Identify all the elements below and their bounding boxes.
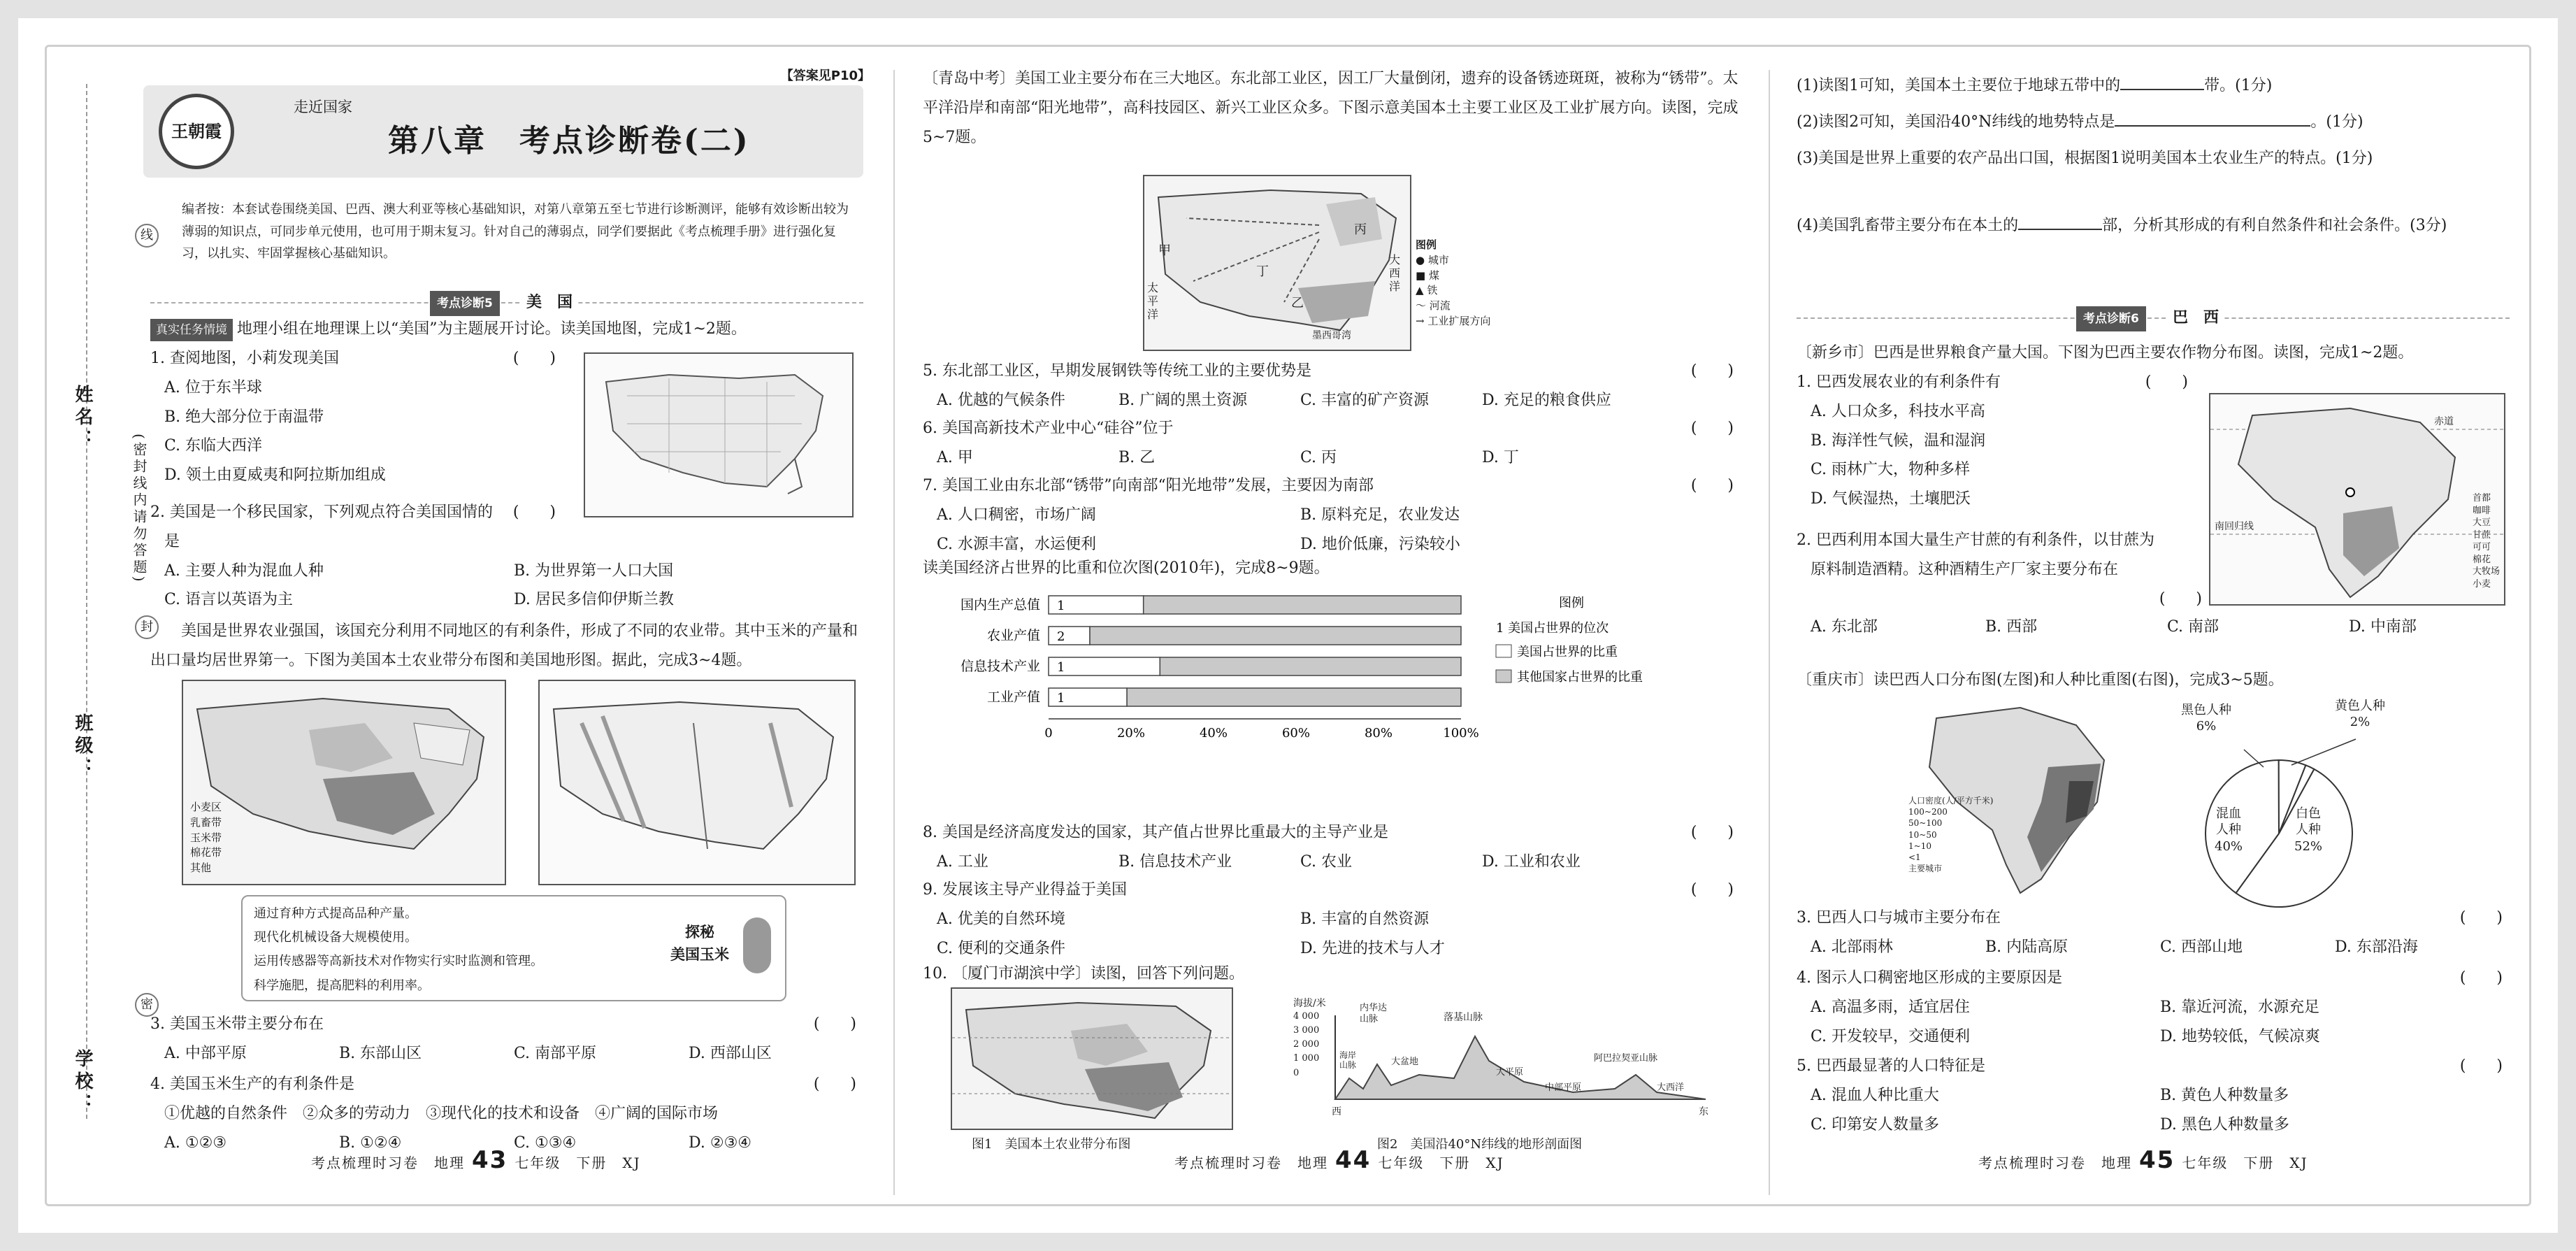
option: C. 丰富的矿产资源: [1300, 391, 1430, 409]
option: B. 西部: [1985, 617, 2038, 636]
question-stem: 3. 美国玉米带主要分布在: [150, 1015, 324, 1033]
option: B. 东部山区: [339, 1044, 422, 1062]
option: B. 信息技术产业: [1118, 852, 1232, 871]
answer-blank[interactable]: [2115, 125, 2310, 127]
question-10: 10. 〔厦门市湖滨中学〕读图，回答下列问题。: [923, 965, 1244, 982]
profile-yticks: 4 000 3 000 2 000 1 000 0: [1293, 1011, 1320, 1078]
answer-paren: ( ): [1690, 362, 1734, 380]
answer-paren: ( ): [2145, 373, 2188, 391]
option: B. 为世界第一人口大国: [514, 562, 674, 580]
question-stem: 5. 东北部工业区，早期发展钢铁等传统工业的主要优势是: [923, 362, 1311, 380]
option: D. 地价低廉，污染较小: [1300, 535, 1460, 553]
chart-bar-other: [1160, 657, 1461, 675]
option: D. 工业和农业: [1482, 852, 1581, 871]
section-tag: 考点诊断6: [2076, 306, 2146, 331]
option: C. 印第安人数量多: [1811, 1115, 1940, 1134]
option: D. 领土由夏威夷和阿拉斯加组成: [164, 466, 386, 485]
pie-leader-line: [2291, 739, 2356, 765]
school-label: 学校：: [72, 1049, 93, 1116]
option: B. ①②④: [339, 1134, 402, 1152]
option: A. 东北部: [1811, 617, 1878, 636]
brand-logo: 王朝霞: [159, 94, 234, 169]
name-label: 姓名：: [72, 385, 93, 452]
question-stem: 4. 美国玉米生产的有利条件是: [150, 1075, 354, 1093]
chart-rank-label: 1: [1057, 599, 1065, 613]
option: C. 农业: [1300, 852, 1353, 871]
chart-rank-label: 2: [1057, 629, 1065, 644]
answer-paren: ( ): [1690, 824, 1734, 841]
chart-legend-swatch: [1496, 670, 1511, 682]
seal-char: 密: [135, 993, 159, 1017]
option: C. ①③④: [514, 1134, 577, 1152]
chapter-banner: [143, 85, 863, 178]
answer-paren: ( ): [2459, 909, 2503, 927]
question-stem: 9. 发展该主导产业得益于美国: [923, 881, 1127, 899]
answer-paren: ( ): [2159, 589, 2202, 608]
industry-map-legend: 图例 ● 城市 ■ 煤 ▲ 铁 ～ 河流 → 工业扩展方向: [1416, 238, 1491, 327]
corn-icon: [743, 917, 771, 973]
question-3: [150, 1010, 863, 1068]
chart-bar-other: [1127, 688, 1461, 706]
option: C. 开发较早，交通便利: [1811, 1027, 1971, 1045]
chart-legend-item: 1 美国占世界的位次: [1496, 621, 1609, 636]
option: B. 靠近河流，水源充足: [2160, 998, 2320, 1016]
option: B. 黄色人种数量多: [2160, 1086, 2289, 1104]
us-agriculture-map-fig1: [951, 987, 1233, 1130]
option: B. 海洋性气候，温和湿润: [1811, 431, 1986, 450]
chart-legend-title: 图例: [1559, 596, 1584, 610]
question-stem: 2. 巴西利用本国大量生产甘蔗的有利条件，以甘蔗为: [1797, 531, 2154, 549]
option: C. 水源丰富，水运便利: [937, 535, 1097, 553]
option: D. 地势较低，气候凉爽: [2160, 1027, 2320, 1045]
terrain-profile: 海拔/米 4 000 3 000 2 000 1 000 0 内华达山脉 落基山脉 海岸山脉 大盆地 大平原 中部平原 阿巴拉契亚山脉 大西洋 西 东: [1293, 998, 1708, 1117]
option: C. 便利的交通条件: [937, 939, 1066, 957]
chart-category-label: 信息技术产业: [960, 659, 1040, 674]
tip-badge: 探秘 美国玉米: [670, 923, 729, 963]
question-4: [1797, 964, 2510, 1051]
pie-label-white: 白色 人种 52%: [2294, 806, 2323, 854]
task-tag: 真实任务情境: [150, 319, 233, 341]
option: A. 工业: [937, 852, 988, 871]
option: D. 中南部: [2349, 617, 2417, 636]
passage: 〔新乡市〕巴西是世界粮食产量大国。下图为巴西主要农作物分布图。读图，完成1~2题。: [1797, 344, 2414, 362]
chart-rank-label: 1: [1057, 660, 1065, 675]
task-context: [150, 315, 863, 344]
option: D. 丁: [1482, 448, 1519, 466]
chart-tick-label: 0: [1044, 726, 1053, 741]
question-stem: 6. 美国高新技术产业中心“硅谷”位于: [923, 420, 1174, 437]
question-stem-cont: 原料制造酒精。这种酒精生产厂家主要分布在: [1811, 560, 2119, 578]
answer-paren: ( ): [1690, 881, 1734, 899]
answer-paren: ( ): [2459, 1057, 2503, 1075]
page-title: 第八章 考点诊断卷(二): [388, 123, 750, 159]
option: B. 乙: [1118, 448, 1156, 466]
page-number: 43: [472, 1146, 508, 1175]
chart-bar-other: [1090, 627, 1461, 645]
chart-legend-item: 美国占世界的比重: [1517, 645, 1618, 659]
question-2: [150, 498, 863, 615]
column-divider: [1769, 70, 1770, 1195]
chart-bar-other: [1144, 596, 1461, 614]
page-footer: 考点梳理时习卷 地理 45 七年级 下册 XJ: [1978, 1146, 2308, 1175]
chart-bar-us: [1049, 627, 1090, 645]
answer-paren: ( ): [2459, 969, 2503, 987]
editor-note: 编者按：本套试卷围绕美国、巴西、澳大利亚等核心基础知识，对第八章第五至七节进行诊断测评，能够有效诊断出较为薄弱的知识点，可同步单元使用，也可用于期末复习。针对自己的薄弱点，同学们要据此《考点梳理手册》进行强化复习，以扎实、牢固掌握核心基础知识。: [182, 202, 849, 261]
brazil-population-map: [1908, 697, 2118, 900]
option: A. 中部平原: [164, 1044, 247, 1062]
option: A. 优越的气候条件: [937, 391, 1065, 409]
option: A. 甲: [937, 448, 973, 466]
option: C. 南部平原: [514, 1044, 597, 1062]
option: D. 居民多信仰伊斯兰教: [514, 591, 674, 609]
passage: 美国是世界农业强国，该国充分利用不同地区的有利条件，形成了不同的农业带。其中玉米的产量和出口量均居世界第一。下图为美国本土农业带分布图和美国地形图。据此，完成3~4题。: [150, 622, 858, 669]
page-number: 45: [2139, 1146, 2175, 1175]
us-agriculture-map: [182, 680, 506, 885]
chart-rank-label: 1: [1057, 691, 1065, 706]
page-number: 44: [1335, 1146, 1372, 1175]
brazil-crop-map: 赤道 南回归线 首都 咖啡 大豆 甘蔗 可可 棉花 大牧场 小麦: [2209, 393, 2505, 606]
question-stem: 5. 巴西最显著的人口特征是: [1797, 1057, 1985, 1075]
question-stem: 8. 美国是经济高度发达的国家，其产值占世界比重最大的主导产业是: [923, 824, 1388, 841]
figure-caption: 图2 美国沿40°N纬线的地形剖面图: [1377, 1137, 1583, 1152]
corn-tip-box: 通过育种方式提高品种产量。 现代化机械设备大规模使用。 运用传感器等高新技术对作物实行实时监测和管理。 科学施肥，提高肥料的利用率。 探秘 美国玉米: [241, 895, 786, 1001]
section-tag: 考点诊断5: [430, 291, 500, 316]
question-9: [923, 875, 1734, 963]
pie-label-yellow: 黄色人种 2%: [2335, 699, 2385, 730]
pie-label-black: 黑色人种 6%: [2181, 703, 2231, 734]
question-stem: 3. 巴西人口与城市主要分布在: [1797, 909, 2001, 927]
binding-margin: [42, 84, 153, 1119]
page-43: [143, 64, 870, 1183]
page-footer: 考点梳理时习卷 地理 43 七年级 下册 XJ: [311, 1146, 641, 1175]
seal-char: 封: [135, 615, 159, 639]
population-legend: 人口密度(人/平方千米) 100~200 50~100 10~50 1~10 <1 主要城市: [1908, 796, 1994, 874]
option: C. 丙: [1300, 448, 1337, 466]
question-7: [923, 471, 1734, 559]
option: A. 优美的自然环境: [937, 910, 1065, 928]
class-label: 班级：: [72, 713, 93, 780]
seal-note: (密封线内请勿答题): [131, 434, 147, 585]
question-stem: 2. 美国是一个移民国家，下列观点符合美国国情的: [150, 503, 493, 521]
question-10-3: (3)美国是世界上重要的农产品出口国，根据图1说明美国本土农业生产的特点。(1分): [1797, 150, 2373, 167]
race-pie-chart: [2139, 701, 2447, 910]
question-1: [150, 344, 556, 490]
question-stem-cont: 是: [164, 532, 180, 550]
option: D. 气候湿热，土壤肥沃: [1811, 490, 1971, 508]
economy-chart-svg: [923, 582, 1741, 813]
option: B. 原料充足，农业发达: [1300, 506, 1460, 524]
page-44: [923, 64, 1748, 1183]
answer-paren: ( ): [512, 503, 556, 521]
chart-category-label: 国内生产总值: [960, 597, 1040, 613]
option: D. 黑色人种数量多: [2160, 1115, 2289, 1134]
section-name: 美 国: [521, 288, 578, 317]
chart-tick-label: 80%: [1364, 726, 1393, 741]
option: D. 充足的粮食供应: [1482, 391, 1611, 409]
option: A. 主要人种为混血人种: [164, 562, 324, 580]
option: B. 绝大部分位于南温带: [164, 408, 324, 426]
chart-bar-us: [1049, 657, 1160, 675]
question-5: [1797, 1052, 2510, 1139]
question-8: [923, 818, 1734, 877]
page-footer: 考点梳理时习卷 地理 44 七年级 下册 XJ: [1174, 1146, 1504, 1175]
option: C. 雨林广大，物种多样: [1811, 461, 1971, 479]
option: D. ②③④: [689, 1134, 752, 1152]
pie-label-mixed: 混血 人种 40%: [2215, 806, 2243, 854]
option: B. 丰富的自然资源: [1300, 910, 1430, 928]
column-divider: [893, 70, 895, 1195]
figure-caption: 图1 美国本土农业带分布图: [972, 1137, 1131, 1152]
option: C. 西部山地: [2160, 938, 2243, 956]
answer-paren: ( ): [813, 1075, 856, 1093]
chart-legend-item: 其他国家占世界的比重: [1517, 670, 1643, 685]
chart-tick-label: 40%: [1199, 726, 1228, 741]
option: A. 人口众多，科技水平高: [1811, 402, 1985, 420]
section-name: 巴 西: [2167, 303, 2224, 333]
option: A. 高温多雨，适宜居住: [1811, 998, 1970, 1016]
question-10-1: (1)读图1可知，美国本土主要位于地球五带中的 带。(1分): [1797, 77, 2273, 94]
chart-intro: 读美国经济占世界的比重和位次图(2010年)，完成8~9题。: [923, 559, 1330, 577]
passage: 〔重庆市〕读巴西人口分布图(左图)和人种比重图(右图)，完成3~5题。: [1797, 671, 2284, 689]
us-map: [584, 352, 854, 517]
question-1: [1797, 368, 2216, 514]
us-terrain-map: [538, 680, 856, 885]
answer-reference: 【答案见P10】: [780, 69, 870, 83]
option: B. 内陆高原: [1985, 938, 2068, 956]
question-3: [1797, 903, 2510, 962]
seal-char: 线: [135, 224, 159, 248]
answer-paren: ( ): [1690, 477, 1734, 494]
conditions: ①优越的自然条件 ②众多的劳动力 ③现代化的技术和设备 ④广阔的国际市场: [164, 1104, 719, 1122]
option: C. 语言以英语为主: [164, 591, 294, 609]
option: A. ①②③: [164, 1134, 227, 1152]
question-stem: 1. 查阅地图，小莉发现美国: [150, 350, 339, 367]
chart-tick-label: 100%: [1443, 726, 1479, 741]
option: D. 东部沿海: [2335, 938, 2418, 956]
option: A. 人口稠密，市场广阔: [937, 506, 1096, 524]
map-legend: 小麦区 乳畜带 玉米带 棉花带 其他: [190, 801, 222, 874]
option: A. 北部雨林: [1811, 938, 1893, 956]
economy-chart: [923, 582, 1741, 813]
task-text: 地理小组在地理课上以“美国”为主题展开讨论。读美国地图，完成1~2题。: [237, 320, 747, 338]
answer-paren: ( ): [813, 1015, 856, 1033]
chart-tick-label: 60%: [1281, 726, 1311, 741]
question-10-2: (2)读图2可知，美国沿40°N纬线的地势特点是 。(1分): [1797, 113, 2363, 131]
chart-category-label: 农业产值: [986, 628, 1040, 643]
question-stem: 4. 图示人口稠密地区形成的主要原因是: [1797, 969, 2062, 987]
chart-legend-swatch: [1496, 645, 1511, 657]
option: B. 广阔的黑土资源: [1118, 391, 1248, 409]
answer-blank[interactable]: [2120, 89, 2204, 90]
answer-paren: ( ): [512, 350, 556, 367]
question-10-4: (4)美国乳畜带主要分布在本土的 部，分析其形成的有利自然条件和社会条件。(3分): [1797, 217, 2447, 234]
option: A. 位于东半球: [164, 378, 262, 396]
question-5: [923, 357, 1734, 415]
answer-blank[interactable]: [2018, 229, 2102, 230]
passage: 〔青岛中考〕美国工业主要分布在三大地区。东北部工业区，因工厂大量倒闭，遗弃的设备锈迹斑斑，被称为“锈带”。太平洋沿岸和南部“阳光地带”，高科技园区、新兴工业区众多。下图示意美国本土主要工业区及工业扩展方向。读图，完成5~7题。: [923, 70, 1739, 146]
option: D. 先进的技术与人才: [1300, 939, 1445, 957]
page-45: [1797, 64, 2517, 1183]
unit-kicker: 走近国家: [294, 99, 352, 115]
chart-category-label: 工业产值: [986, 689, 1040, 705]
option: A. 混血人种比重大: [1811, 1086, 1939, 1104]
answer-paren: ( ): [1690, 420, 1734, 437]
chart-tick-label: 20%: [1116, 726, 1146, 741]
option: C. 东临大西洋: [164, 437, 263, 455]
us-industry-map: 甲 乙 丙 丁 太平洋 大西洋 墨西哥湾: [1143, 175, 1411, 351]
question-6: [923, 414, 1734, 473]
question-stem: 1. 巴西发展农业的有利条件有: [1797, 373, 2001, 391]
question-2: [1797, 526, 2510, 641]
option: C. 南部: [2167, 617, 2219, 636]
crop-legend: 首都 咖啡 大豆 甘蔗 可可 棉花 大牧场 小麦: [2472, 493, 2500, 589]
question-stem: 7. 美国工业由东北部“锈带”向南部“阳光地带”发展，主要因为南部: [923, 477, 1374, 494]
option: D. 西部山区: [689, 1044, 772, 1062]
